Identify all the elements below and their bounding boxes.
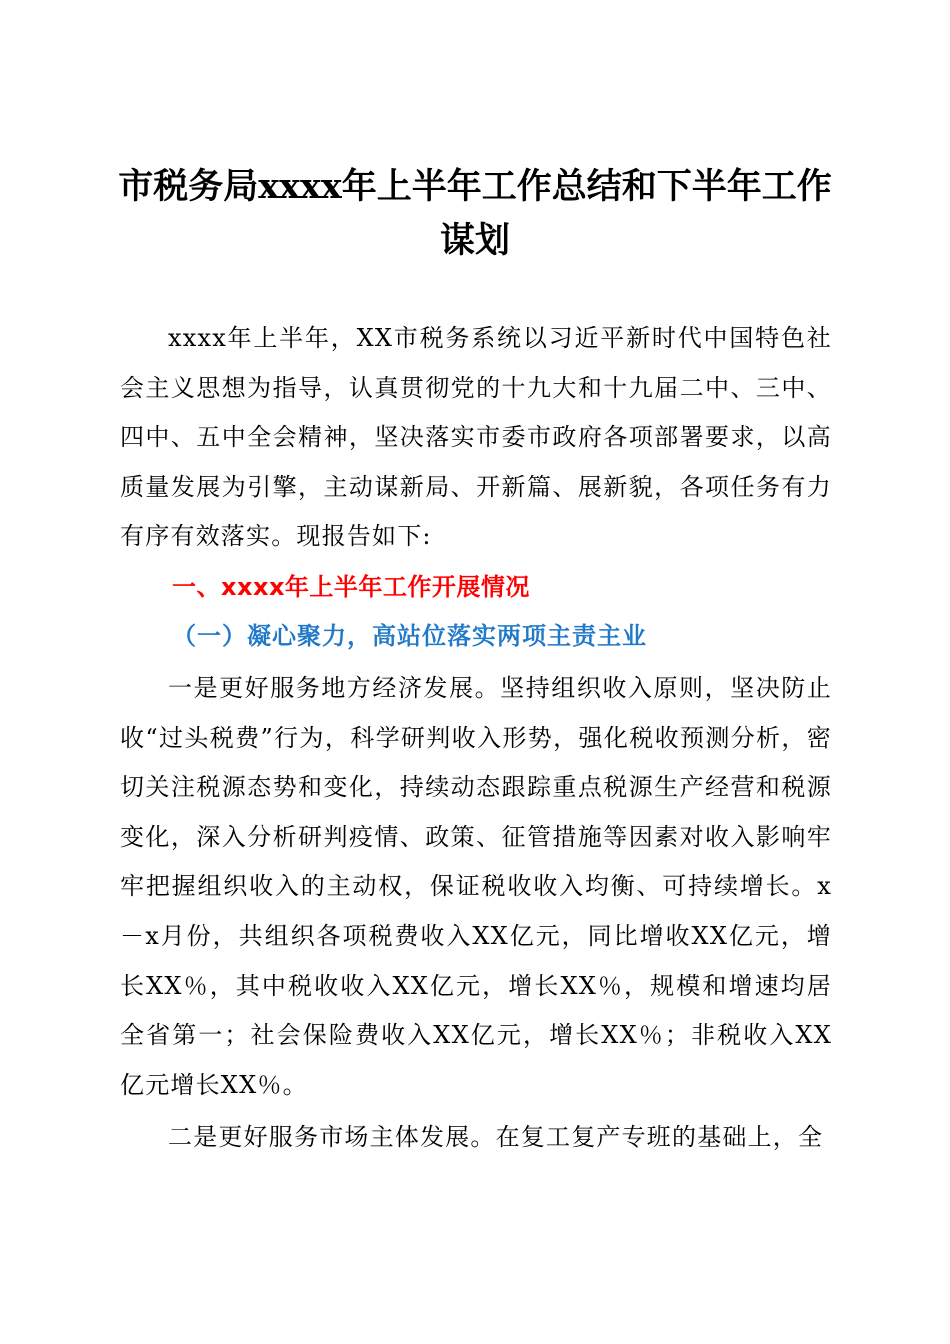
subsection-heading: （一）凝心聚力，高站位落实两项主责主业 bbox=[172, 621, 647, 650]
intro-paragraph: xxxx年上半年，XX市税务系统以习近平新时代中国特色社会主义思想为指导，认真贯彻党的十九大和十九届二中、三中、四中、五中全会精神，坚决落实市委市政府各项部署要求，以高质量发展为引擎，主动谋新局、开新篇、展新貌，各项任务有力有序有效落实。现报告如下: bbox=[120, 324, 832, 551]
section-heading: 一、xxxx年上半年工作开展情况 bbox=[172, 573, 530, 601]
body-paragraph-1: 一是更好服务地方经济发展。坚持组织收入原则，坚决防止收“过头税费”行为，科学研判收入形势，强化税收预测分析，密切关注税源态势和变化，持续动态跟踪重点税源生产经营和税源变化，深入分析研判疫情、政策、征管措施等因素对收入影响牢牢把握组织收入的主动权，保证税收收入均衡、可持续增长。x－x月份，共组织各项税费收入XX亿元，同比增收XX亿元，增长XX％，其中税收收入XX亿元，增长XX％，规模和增速均居全省第一；社会保险费收入XX亿元，增长XX％；非税收入XX亿元增长XX％。 bbox=[120, 674, 832, 1099]
document-title: 市税务局xxxx年上半年工作总结和下半年工作谋划 bbox=[118, 166, 832, 261]
body-paragraph-2: 二是更好服务市场主体发展。在复工复产专班的基础上，全 bbox=[168, 1123, 824, 1151]
